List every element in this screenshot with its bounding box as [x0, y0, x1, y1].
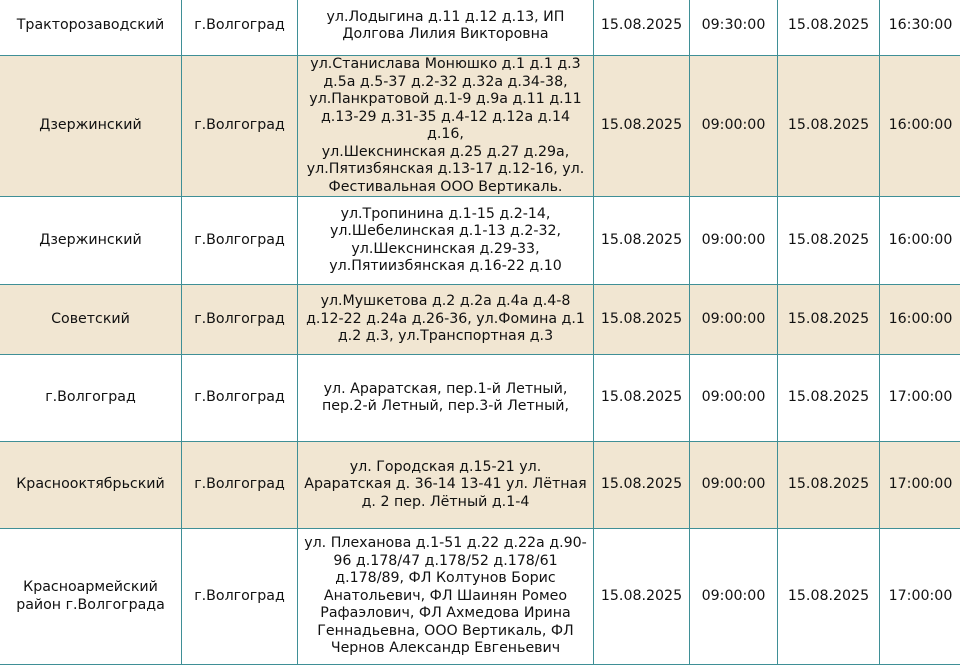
address-line: ул.Шекснинская д.29-33,: [302, 241, 589, 259]
address-line: ул.Мушкетова д.2 д.2а д.4а д.4-8: [302, 293, 589, 311]
table-row: [0, 0, 960, 56]
city-cell: г.Волгоград: [182, 197, 298, 285]
start-date-cell: 15.08.2025: [594, 285, 690, 355]
address-line: Геннадьевна, ООО Вертикаль, ФЛ: [302, 623, 589, 641]
table-row: [0, 355, 960, 442]
address-line: д.5а д.5-37 д.2-32 д.32а д.34-38,: [302, 74, 589, 92]
address-line: Чернов Александр Евгеньевич: [302, 640, 589, 658]
start-time-cell: 09:00:00: [690, 56, 778, 197]
city-cell: г.Волгоград: [182, 355, 298, 442]
end-date-cell: 15.08.2025: [778, 197, 880, 285]
address-cell: [298, 0, 594, 56]
address-line: ул.Станислава Монюшко д.1 д.1 д.3: [302, 56, 589, 74]
address-line: ул.Панкратовой д.1-9 д.9а д.11 д.11: [302, 91, 589, 109]
address-line: ул.Лодыгина д.11 д.12 д.13, ИП: [302, 9, 589, 27]
district-cell: г.Волгоград: [0, 355, 182, 442]
address-line: пер.2-й Летный, пер.3-й Летный,: [302, 398, 589, 416]
table-row: [0, 442, 960, 529]
address-line: 96 д.178/47 д.178/52 д.178/61: [302, 553, 589, 571]
start-time-cell: 09:30:00: [690, 0, 778, 56]
city-cell: г.Волгоград: [182, 442, 298, 529]
table-row: [0, 285, 960, 355]
district-cell: [0, 529, 182, 665]
start-time-cell: 09:00:00: [690, 197, 778, 285]
address-line: д.12-22 д.24а д.26-36, ул.Фомина д.1: [302, 311, 589, 329]
start-date-cell: 15.08.2025: [594, 529, 690, 665]
address-line: д. 2 пер. Лётный д.1-4: [302, 494, 589, 512]
address-cell: [298, 285, 594, 355]
address-line: ул.Тропинина д.1-15 д.2-14,: [302, 206, 589, 224]
address-line: д.178/89, ФЛ Колтунов Борис: [302, 570, 589, 588]
address-line: Рафаэлович, ФЛ Ахмедова Ирина: [302, 605, 589, 623]
start-time-cell: 09:00:00: [690, 355, 778, 442]
district-cell: Дзержинский: [0, 56, 182, 197]
address-line: д.2 д.3, ул.Транспортная д.3: [302, 328, 589, 346]
address-line: ул.Пятизбянская д.13-17 д.12-16, ул.: [302, 161, 589, 179]
end-date-cell: 15.08.2025: [778, 56, 880, 197]
address-line: ул. Городская д.15-21 ул.: [302, 459, 589, 477]
address-line: Фестивальная ООО Вертикаль.: [302, 179, 589, 197]
address-line: ул.Пятиизбянская д.16-22 д.10: [302, 258, 589, 276]
end-time-cell: 16:00:00: [880, 285, 960, 355]
end-time-cell: 16:30:00: [880, 0, 960, 56]
end-date-cell: 15.08.2025: [778, 0, 880, 56]
city-cell: г.Волгоград: [182, 0, 298, 56]
address-line: ул.Шебелинская д.1-13 д.2-32,: [302, 223, 589, 241]
district-cell: Советский: [0, 285, 182, 355]
end-date-cell: 15.08.2025: [778, 355, 880, 442]
district-line: район г.Волгограда: [4, 597, 177, 615]
address-cell: [298, 442, 594, 529]
district-cell: Тракторозаводский: [0, 0, 182, 56]
end-time-cell: 16:00:00: [880, 197, 960, 285]
district-line: Красноармейский: [4, 579, 177, 597]
start-date-cell: 15.08.2025: [594, 442, 690, 529]
city-cell: г.Волгоград: [182, 56, 298, 197]
start-date-cell: 15.08.2025: [594, 56, 690, 197]
address-line: ул. Араратская, пер.1-й Летный,: [302, 381, 589, 399]
start-date-cell: 15.08.2025: [594, 355, 690, 442]
address-cell: [298, 355, 594, 442]
address-cell: [298, 197, 594, 285]
city-cell: г.Волгоград: [182, 285, 298, 355]
table-row: [0, 197, 960, 285]
address-line: Анатольевич, ФЛ Шаинян Ромео: [302, 588, 589, 606]
district-cell: Краснооктябрьский: [0, 442, 182, 529]
table-row: [0, 529, 960, 665]
address-line: д.13-29 д.31-35 д.4-12 д.12а д.14 д.16,: [302, 109, 589, 144]
end-time-cell: 17:00:00: [880, 529, 960, 665]
address-line: Араратская д. 36-14 13-41 ул. Лётная: [302, 476, 589, 494]
table-row: [0, 56, 960, 197]
end-time-cell: 16:00:00: [880, 56, 960, 197]
address-line: ул. Плеханова д.1-51 д.22 д.22а д.90-: [302, 535, 589, 553]
address-cell: [298, 56, 594, 197]
district-cell: Дзержинский: [0, 197, 182, 285]
end-date-cell: 15.08.2025: [778, 529, 880, 665]
address-line: ул.Шекснинская д.25 д.27 д.29а,: [302, 144, 589, 162]
city-cell: г.Волгоград: [182, 529, 298, 665]
address-cell: [298, 529, 594, 665]
end-date-cell: 15.08.2025: [778, 285, 880, 355]
start-date-cell: 15.08.2025: [594, 0, 690, 56]
start-time-cell: 09:00:00: [690, 442, 778, 529]
start-time-cell: 09:00:00: [690, 529, 778, 665]
end-time-cell: 17:00:00: [880, 442, 960, 529]
start-date-cell: 15.08.2025: [594, 197, 690, 285]
end-time-cell: 17:00:00: [880, 355, 960, 442]
address-line: Долгова Лилия Викторовна: [302, 26, 589, 44]
start-time-cell: 09:00:00: [690, 285, 778, 355]
end-date-cell: 15.08.2025: [778, 442, 880, 529]
